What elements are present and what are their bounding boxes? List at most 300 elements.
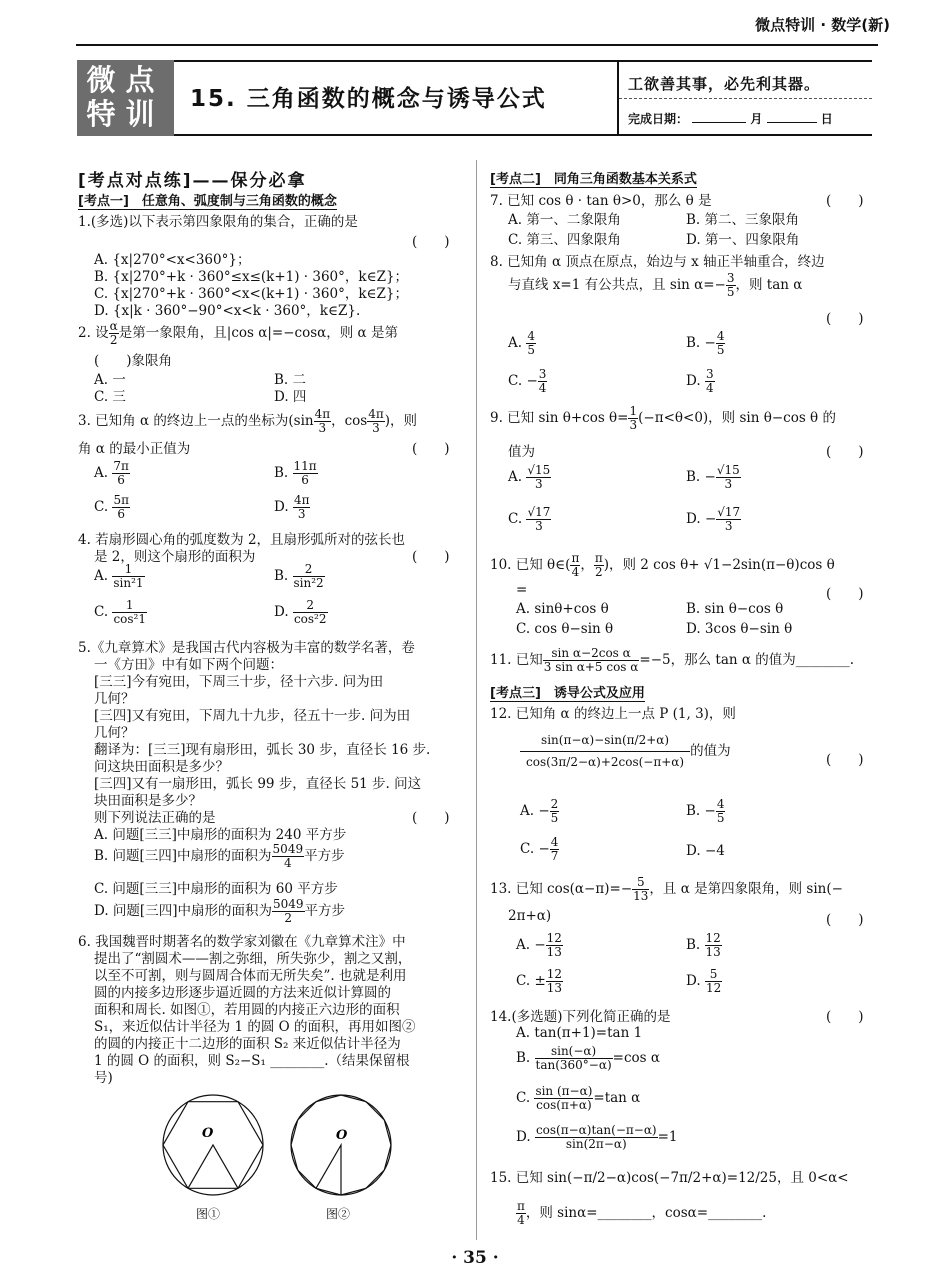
q9-option-a[interactable] <box>508 464 551 491</box>
q6-line: 提出了“割圆术——割之弥细，所失弥少，割之又割， <box>94 951 412 967</box>
q12-b-num: 4 <box>716 797 725 811</box>
q14-option-c[interactable] <box>516 1085 640 1112</box>
fig2-caption: 图② <box>326 1207 351 1221</box>
logo-line-1: 微点 <box>86 63 165 97</box>
q14-d-frac <box>535 1124 658 1151</box>
q8-d-den: 4 <box>705 381 714 395</box>
date-day-blank[interactable] <box>767 122 817 123</box>
q10-option-c[interactable]: C. cos θ−sin θ <box>516 621 614 637</box>
kp2-heading: [考点二] 同角三角函数基本关系式 <box>490 168 697 188</box>
date-month-label: 月 <box>750 112 763 126</box>
q3-a-num: 7π <box>113 459 129 473</box>
q2-post: 是第一象限角，且|cos α|=−cosα，则 α 是第 <box>118 325 398 341</box>
q8-c-den: 4 <box>538 381 547 395</box>
q8-d-label: D. <box>686 373 701 389</box>
q3-option-a[interactable] <box>94 460 130 487</box>
q3-d-label: D. <box>274 499 289 515</box>
q4-d-num: 2 <box>293 599 328 613</box>
q13-d-num: 5 <box>705 968 722 982</box>
q2-stem <box>78 320 398 347</box>
fig1-center-label: O <box>202 1126 214 1141</box>
q15-line2[interactable] <box>516 1200 766 1227</box>
q13-a-frac <box>546 932 563 959</box>
q14-c-den: cos(π+α) <box>536 1098 592 1112</box>
q3-pre: 3. 已知角 α 的终边上一点的坐标为(sin <box>78 413 314 429</box>
q3-c-den: 6 <box>117 507 126 521</box>
q8-b-sign: − <box>704 335 716 351</box>
q13-c-den: 13 <box>546 981 563 995</box>
q7-option-c[interactable]: C. 第三、四象限角 <box>508 232 621 248</box>
q13-c-label: C. <box>516 973 531 989</box>
q5-b-post: 平方步 <box>304 848 345 864</box>
q3-c-num: 5π <box>113 493 129 507</box>
q9-option-c[interactable] <box>508 506 551 533</box>
q10-frac2-num: π <box>594 551 603 565</box>
q8-answer-paren[interactable]: ( ) <box>826 311 864 327</box>
q5-line: 几何？ <box>94 725 135 741</box>
completion-date <box>628 110 833 127</box>
q14-b-num: sin(−α) <box>535 1045 613 1059</box>
q13-option-a[interactable] <box>516 932 563 959</box>
q12-c-num: 4 <box>550 835 559 849</box>
q13-option-b[interactable] <box>686 932 722 959</box>
figure-dodecagon <box>286 1090 396 1202</box>
q9-d-den: 3 <box>724 519 733 533</box>
q10-option-d[interactable]: D. 3cos θ−sin θ <box>686 621 793 637</box>
q8-c-sign: − <box>526 373 538 389</box>
q3-frac2-den: 3 <box>372 421 380 435</box>
q13-stem <box>490 876 843 903</box>
q13-frac-den: 13 <box>633 889 649 903</box>
q8-c-frac <box>538 368 548 395</box>
q8-b-label: B. <box>686 335 701 351</box>
q9-a-num: √15 <box>527 463 551 477</box>
q4-c-label: C. <box>94 604 109 620</box>
q14-d-label: D. <box>516 1129 531 1145</box>
q10-line2: = <box>516 582 528 598</box>
q9-b-frac <box>716 464 741 491</box>
q3-b-den: 6 <box>301 473 309 487</box>
q14-d-den: sin(2π−α) <box>565 1137 627 1151</box>
fig1-caption: 图① <box>196 1207 221 1221</box>
q7-option-a[interactable]: A. 第一、二象限角 <box>508 212 621 228</box>
q9-a-den: 3 <box>534 477 543 491</box>
q3-mid: ，cos <box>331 413 368 429</box>
q5-line: 5.《九章算术》是我国古代内容极为丰富的数学名著，卷 <box>78 640 415 656</box>
q6-line: 6. 我国魏晋时期著名的数学家刘徽在《九章算术注》中 <box>78 934 406 950</box>
q4-option-b[interactable] <box>274 563 325 590</box>
series-title: 微点特训 · 数学(新) <box>755 16 890 34</box>
kp1-heading: [考点一] 任意角、弧度制与三角函数的概念 <box>78 190 337 210</box>
q15-line1: 15. 已知 sin(−π/2−α)cos(−7π/2+α)=12/25，且 0<α< <box>490 1170 849 1186</box>
q6-line: 圆的内接多边形逐步逼近圆的方法来近似计算圆的 <box>94 985 391 1001</box>
q5-line: 几何？ <box>94 691 135 707</box>
q8-option-b[interactable] <box>686 330 725 357</box>
figure-hexagon <box>158 1090 268 1202</box>
q10-answer-paren[interactable]: ( ) <box>826 586 864 602</box>
q3-answer-paren[interactable]: ( ) <box>412 441 450 457</box>
q10-option-b[interactable]: B. sin θ−cos θ <box>686 601 784 617</box>
q6-line: 的圆的内接正十二边形的面积 S₂ 来近似估计半径为 <box>94 1036 401 1052</box>
q3-stem <box>78 408 417 435</box>
q12-c-den: 7 <box>550 849 559 863</box>
fig1-triangle <box>188 1145 238 1188</box>
q14-d-post: =1 <box>657 1129 678 1145</box>
q6-line: 1 的圆 O 的面积，则 S₂−S₁ ________.（结果保留根 <box>94 1053 410 1069</box>
q7-option-b[interactable]: B. 第二、三象限角 <box>686 212 800 228</box>
q5-b-pre: B. 问题[三四]中扇形的面积为 <box>94 848 272 864</box>
q11-frac-den: 3 sin α+5 cos α <box>543 660 639 674</box>
q3-a-den: 6 <box>117 473 125 487</box>
q12-d-label: D. <box>686 843 701 859</box>
q12-a-den: 5 <box>550 811 559 825</box>
q3-d-num: 4π <box>293 493 310 507</box>
q13-b-label: B. <box>686 937 701 953</box>
q8-line2 <box>508 272 802 299</box>
q13-line2: 2π+α) <box>508 908 552 924</box>
q15-frac-num: π <box>517 1199 525 1213</box>
q9-c-num: √17 <box>527 505 551 519</box>
q12-b-den: 5 <box>716 811 725 825</box>
q14-d-num: cos(π−α)tan(−π−α) <box>535 1123 657 1137</box>
q4-option-a[interactable] <box>94 563 145 590</box>
q13-a-num: 12 <box>546 931 562 945</box>
date-day-label: 日 <box>820 112 833 126</box>
date-month-blank[interactable] <box>692 122 746 123</box>
q2-option-b[interactable]: B. 二 <box>274 372 307 388</box>
q13-answer-paren[interactable]: ( ) <box>826 912 864 928</box>
q12-option-a[interactable] <box>520 798 559 825</box>
q13-pre: 13. 已知 cos(α−π)=− <box>490 881 633 897</box>
q9-frac-den: 3 <box>629 418 638 432</box>
motto: 工欲善其事，必先利其器。 <box>628 75 821 93</box>
q3-frac1-num: 4π <box>314 407 331 421</box>
q5-line: 则下列说法正确的是 <box>94 810 216 826</box>
q3-b-label: B. <box>274 465 289 481</box>
q3-c-label: C. <box>94 499 109 515</box>
q5-line: [三四]又有一扇形田，弧长 99 步，直径长 51 步. 问这 <box>94 776 422 792</box>
q13-a-den: 13 <box>546 945 562 959</box>
q12-c-label: C. <box>520 841 535 857</box>
q10-frac-2 <box>594 552 604 579</box>
q12-frac <box>520 730 690 773</box>
q14-stem: 14.(多选题)下列化简正确的是 <box>490 1009 671 1025</box>
q12-a-sign: − <box>538 803 550 819</box>
q8-a-num: 4 <box>527 329 535 343</box>
q8-a-frac <box>526 330 536 357</box>
q8-option-c[interactable] <box>508 368 547 395</box>
q4-a-num: 1 <box>112 563 144 577</box>
q12-den: cos(3π/2−α)+2cos(−π+α) <box>526 755 685 769</box>
q3-option-c[interactable] <box>94 494 130 521</box>
q14-b-post: =cos α <box>612 1050 660 1066</box>
q9-post: (−π<θ<0)，则 sin θ−cos θ 的 <box>638 410 836 426</box>
q4-c-frac <box>112 599 147 626</box>
q10-frac1-num: π <box>571 551 580 565</box>
q8-frac-den: 5 <box>726 285 735 299</box>
q13-a-label: A. <box>516 937 531 953</box>
q9-a-label: A. <box>508 469 523 485</box>
q4-b-den: sin²2 <box>293 576 324 590</box>
q8-pre2: 与直线 x=1 有公共点，且 sin α=− <box>508 277 726 293</box>
q3-frac2-num: 4π <box>368 407 384 421</box>
q8-d-num: 3 <box>705 367 714 381</box>
q3-d-den: 3 <box>297 507 306 521</box>
q3-frac1-den: 3 <box>318 421 327 435</box>
q14-option-b[interactable] <box>516 1045 660 1072</box>
q5-line: 一《方田》中有如下两个问题： <box>94 657 283 673</box>
q11-stem <box>490 647 854 674</box>
q8-frac <box>726 272 736 299</box>
q2-option-a[interactable]: A. 一 <box>94 372 126 388</box>
q8-b-frac <box>716 330 726 357</box>
q12-a-label: A. <box>520 803 535 819</box>
q9-answer-paren[interactable]: ( ) <box>826 444 864 460</box>
q14-b-den: tan(360°−α) <box>535 1058 612 1072</box>
q9-frac-num: 1 <box>629 404 638 418</box>
q12-a-num: 2 <box>550 797 559 811</box>
q12-num: sin(π−α)−sin(π/2+α) <box>520 730 690 752</box>
q11-frac-num: sin α−2cos α <box>543 647 640 661</box>
q3-b-frac <box>293 460 318 487</box>
q11-frac <box>543 647 640 674</box>
q3-a-label: A. <box>94 465 109 481</box>
q8-b-den: 5 <box>716 343 725 357</box>
q1-stem: 1.(多选)以下表示第四象限角的集合，正确的是 <box>78 214 358 230</box>
q8-option-a[interactable] <box>508 330 536 357</box>
q4-option-d[interactable] <box>274 599 328 626</box>
q4-b-label: B. <box>274 568 289 584</box>
fig2-triangle <box>316 1145 341 1195</box>
q4-b-frac <box>293 563 325 590</box>
q2-frac-num: α <box>109 319 118 333</box>
q3-frac-2 <box>367 408 385 435</box>
q4-d-label: D. <box>274 604 289 620</box>
q10-frac-1 <box>570 552 580 579</box>
q3-line2: 角 α 的最小正值为 <box>78 441 191 457</box>
q1-answer-paren[interactable]: ( ) <box>412 234 450 250</box>
q12-line1: 12. 已知角 α 的终边上一点 P (1, 3)，则 <box>490 706 736 722</box>
q10-post: )，则 2 cos θ+ √1−2sin(π−θ)cos θ <box>603 557 835 573</box>
q14-c-num: sin (π−α) <box>535 1084 593 1098</box>
q5-d-pre: D. 问题[三四]中扇形的面积为 <box>94 903 272 919</box>
q4-line2: 是 2，则这个扇形的面积为 <box>94 549 256 565</box>
q15-post: ，则 sinα=________，cosα=________. <box>525 1205 767 1221</box>
q4-line1: 4. 若扇形圆心角的弧度数为 2，且扇形弧所对的弦长也 <box>78 532 406 548</box>
q10-option-a[interactable]: A. sinθ+cos θ <box>516 601 609 617</box>
q12-answer-paren[interactable]: ( ) <box>826 752 864 768</box>
q5-b-frac <box>272 843 305 870</box>
q5-d-frac <box>272 898 305 925</box>
q12-c-frac <box>550 836 560 863</box>
q13-d-label: D. <box>686 973 701 989</box>
q10-stem: 10. 已知 θ∈( $\frac{\pi}{4}$ ， $\frac{\pi}{2}$ )，则 2 cos θ+ √1−2sin(π−θ)cos θ <box>490 551 835 579</box>
q9-d-label: D. <box>686 511 701 527</box>
q14-b-label: B. <box>516 1050 531 1066</box>
q2-pre: 2. 设 <box>78 325 109 341</box>
q7-answer-paren[interactable]: ( ) <box>826 193 864 209</box>
q9-c-den: 3 <box>535 519 543 533</box>
q3-option-b[interactable] <box>274 460 318 487</box>
q4-c-den: cos²1 <box>113 612 146 626</box>
q1-option-c[interactable]: C. {x|270°+k · 360°<x<(k+1) · 360°，k∈Z}； <box>94 286 408 302</box>
q5-line: 块田面积是多少？ <box>94 793 202 809</box>
q7-option-d[interactable]: D. 第一、四象限角 <box>686 232 800 248</box>
q8-option-d[interactable] <box>686 368 715 395</box>
q1-option-b[interactable]: B. {x|270°+k · 360°≤x≤(k+1) · 360°，k∈Z}； <box>94 269 409 285</box>
q11-post[interactable]: =−5，那么 tan α 的值为________. <box>639 652 855 668</box>
q5-line: 翻译为：[三三]现有扇形田，弧长 30 步，直径长 16 步. <box>94 742 431 758</box>
q4-d-den: cos²2 <box>293 612 327 626</box>
q2-line2: ( )象限角 <box>94 353 173 369</box>
q8-a-den: 5 <box>527 343 535 357</box>
q3-frac-1 <box>314 408 332 435</box>
q5-option-b[interactable] <box>94 843 345 870</box>
q12-b-frac <box>716 798 726 825</box>
q13-d-den: 12 <box>705 981 722 995</box>
q9-c-frac <box>526 506 551 533</box>
q8-a-label: A. <box>508 335 523 351</box>
q13-frac-num: 5 <box>632 876 649 890</box>
q12-post: 的值为 <box>690 743 731 759</box>
q5-b-den: 4 <box>284 856 292 870</box>
q2-option-d[interactable]: D. 四 <box>274 389 307 405</box>
q9-b-sign: − <box>704 469 716 485</box>
q12-d-value: −4 <box>704 843 725 859</box>
q1-option-a[interactable]: A. {x|270°<x<360°}； <box>94 252 251 268</box>
q3-a-frac <box>112 460 130 487</box>
q6-line: S₁，来近似估计半径为 1 的圆 O 的面积，再用如图② <box>94 1019 416 1035</box>
q13-c-num: 12 <box>546 967 563 981</box>
q12-b-sign: − <box>704 803 716 819</box>
q8-frac-num: 3 <box>726 271 735 285</box>
q12-c-sign: − <box>538 841 550 857</box>
q9-option-d[interactable] <box>686 506 741 533</box>
q14-option-d[interactable] <box>516 1124 678 1151</box>
q12-a-frac <box>550 798 560 825</box>
q5-option-c[interactable]: C. 问题[三三]中扇形的面积为 60 平方步 <box>94 881 338 897</box>
q14-answer-paren[interactable]: ( ) <box>826 1009 864 1025</box>
q13-option-c[interactable] <box>516 968 563 995</box>
q9-a-frac <box>526 464 551 491</box>
column-separator <box>476 160 477 1240</box>
q8-c-label: C. <box>508 373 523 389</box>
q2-option-c[interactable]: C. 三 <box>94 389 126 405</box>
logo-line-2: 特训 <box>86 97 165 131</box>
q3-c-frac <box>112 494 130 521</box>
q4-a-label: A. <box>94 568 109 584</box>
q9-b-num: √15 <box>716 463 740 477</box>
q11-pre: 11. 已知 <box>490 652 543 668</box>
q7-stem: 7. 已知 cos θ · tan θ>0，那么 θ 是 <box>490 193 712 209</box>
q5-d-post: 平方步 <box>304 903 346 919</box>
q5-option-a[interactable]: A. 问题[三三]中扇形的面积为 240 平方步 <box>94 827 347 843</box>
q9-stem <box>490 405 836 432</box>
q14-option-a[interactable]: A. tan(π+1)=tan 1 <box>516 1025 643 1041</box>
q9-d-num: √17 <box>717 505 741 519</box>
section-title: [考点对点练]——保分必拿 <box>78 171 307 191</box>
q4-option-c[interactable] <box>94 599 147 626</box>
q12-option-c[interactable] <box>520 836 559 863</box>
date-label: 完成日期： <box>628 112 689 126</box>
q13-d-frac <box>705 968 722 995</box>
q9-frac <box>628 405 638 432</box>
q5-d-num: 5049 <box>272 897 304 911</box>
q9-b-den: 3 <box>724 477 733 491</box>
q6-line: 号) <box>94 1070 113 1086</box>
q4-a-frac <box>112 563 144 590</box>
kp3-heading: [考点三] 诱导公式及应用 <box>490 682 645 702</box>
q14-c-post: =tan α <box>593 1090 641 1106</box>
q8-post2: ，则 tan α <box>735 277 803 293</box>
q9-c-label: C. <box>508 511 523 527</box>
q8-d-frac <box>705 368 715 395</box>
q6-line: 以至不可割，则与圆周合体而无所失矣”. 也就是利用 <box>94 968 407 984</box>
q12-option-b[interactable] <box>686 798 725 825</box>
q13-b-frac <box>705 932 722 959</box>
q4-c-num: 1 <box>112 599 147 613</box>
q10-pre: 10. 已知 θ∈( <box>490 557 571 573</box>
q9-b-label: B. <box>686 469 701 485</box>
q13-option-d[interactable] <box>686 968 722 995</box>
q3-post: )，则 <box>384 413 418 429</box>
q9-option-b[interactable] <box>686 464 741 491</box>
q12-b-label: B. <box>686 803 701 819</box>
q10-frac2-den: 2 <box>594 565 603 579</box>
q3-b-num: 11π <box>293 459 317 473</box>
q4-d-frac <box>293 599 328 626</box>
q9-pre: 9. 已知 sin θ+cos θ= <box>490 410 629 426</box>
q9-line2: 值为 <box>508 444 535 460</box>
q13-c-frac <box>546 968 563 995</box>
q9-d-sign: − <box>704 511 717 527</box>
q2-frac-den: 2 <box>109 333 118 347</box>
q12-option-d[interactable] <box>686 843 725 859</box>
logo-badge <box>77 60 174 136</box>
q8-b-num: 4 <box>716 329 725 343</box>
page-number: · 35 · <box>451 1248 499 1268</box>
header-rule <box>76 44 878 46</box>
page-title: 15. 三角函数的概念与诱导公式 <box>190 86 547 112</box>
q15-frac <box>516 1200 526 1227</box>
q5-line: 问这块田面积是多少？ <box>94 759 229 775</box>
q12-expr <box>520 730 731 773</box>
fig2-center-label: O <box>336 1128 348 1143</box>
q13-c-sign: ± <box>534 973 546 989</box>
q4-answer-paren[interactable]: ( ) <box>412 549 450 565</box>
q2-fraction <box>109 320 119 347</box>
q6-line: 面积和周长. 如图①，若用圆的内接正六边形的面积 <box>94 1002 400 1018</box>
q5-option-d[interactable] <box>94 898 345 925</box>
q14-c-frac <box>534 1085 593 1112</box>
q14-b-frac <box>535 1045 613 1072</box>
q3-option-d[interactable] <box>274 494 310 521</box>
q5-answer-paren[interactable]: ( ) <box>412 810 450 826</box>
q8-c-num: 3 <box>538 367 547 381</box>
q15-frac-den: 4 <box>517 1213 525 1227</box>
q13-frac <box>632 876 649 903</box>
q5-line: [三四]又有宛田，下周九十九步，径五十一步. 问为田 <box>94 708 411 724</box>
q4-a-den: sin²1 <box>113 576 144 590</box>
motto-rule <box>619 98 872 99</box>
q10-frac1-den: 4 <box>571 565 580 579</box>
q4-b-num: 2 <box>293 563 325 577</box>
q5-line: [三三]今有宛田，下周三十步，径十六步. 问为田 <box>94 674 384 690</box>
q9-d-frac <box>716 506 741 533</box>
q5-d-den: 2 <box>284 911 293 925</box>
q1-option-d[interactable]: D. {x|k · 360°−90°<x<k · 360°，k∈Z}. <box>94 303 361 319</box>
q8-line1: 8. 已知角 α 顶点在原点，始边与 x 轴正半轴重合，终边 <box>490 254 825 270</box>
